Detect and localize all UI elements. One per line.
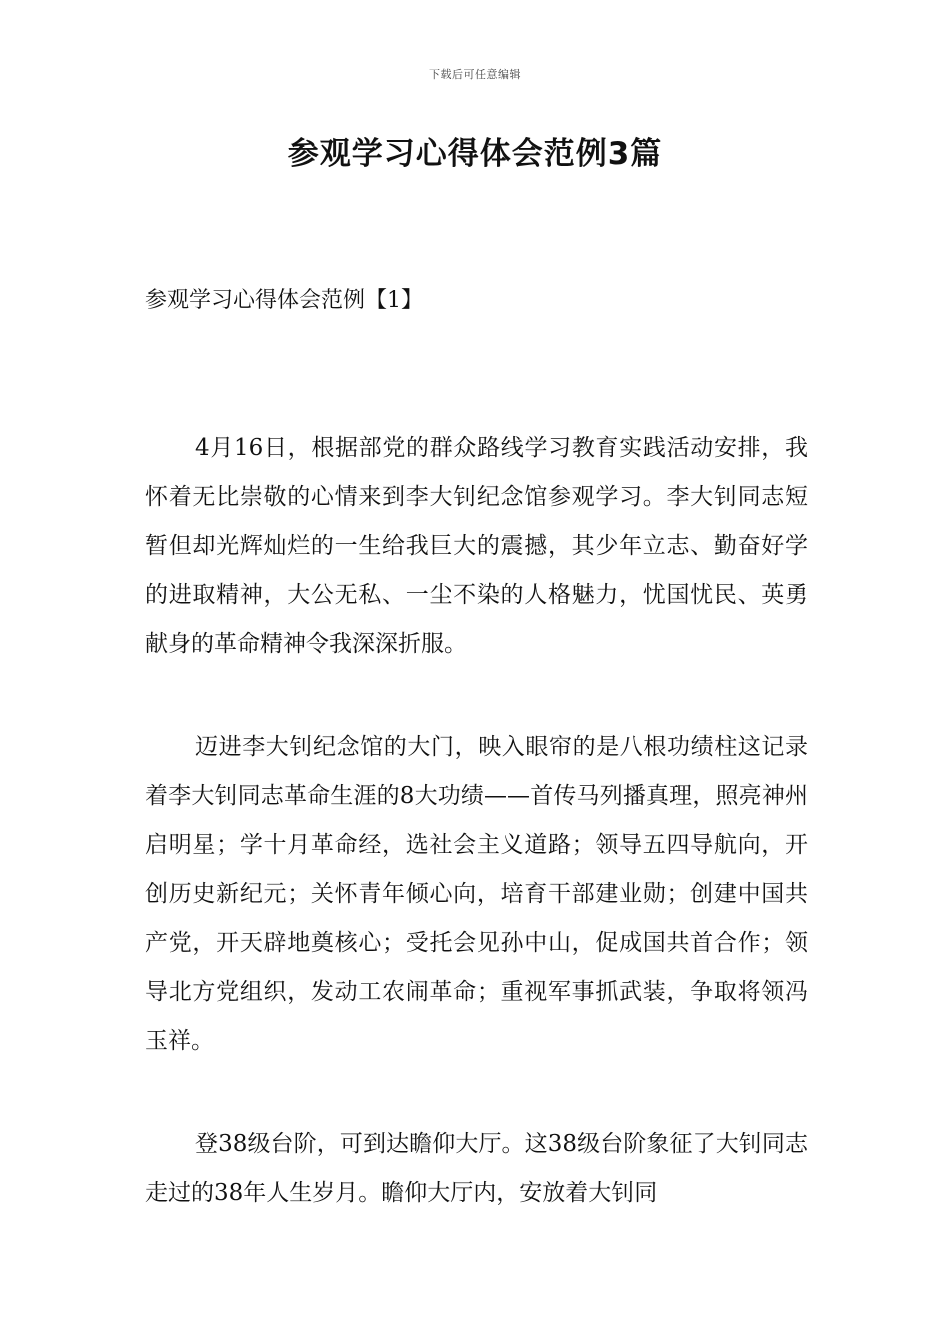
body-paragraph-2: 迈进李大钊纪念馆的大门，映入眼帘的是八根功绩柱这记录着李大钊同志革命生涯的8大功绩——首传马列播真理，照亮神州启明星；学十月革命经，选社会主义道路；领导五四导航向，开创历史新纪元；关怀青年倾心向，培育干部建业勋；创建中国共产党，开天辟地奠核心；受托会见孙中山，促成国共首合作；领导北方党组织，发动工农闹革命；重视军事抓武装，争取将领冯玉祥。 — [145, 734, 808, 1054]
body-paragraph-3: 登38级台阶，可到达瞻仰大厅。这38级台阶象征了大钊同志走过的38年人生岁月。瞻仰大厅内，安放着大钊同 — [145, 1131, 808, 1206]
body-paragraph-1: 4月16日，根据部党的群众路线学习教育实践活动安排，我怀着无比崇敬的心情来到李大钊纪念馆参观学习。李大钊同志短暂但却光辉灿烂的一生给我巨大的震撼，其少年立志、勤奋好学的进取精神，大公无私、一尘不染的人格魅力，忧国忧民、英勇献身的革命精神令我深深折服。 — [145, 435, 808, 657]
section-heading: 参观学习心得体会范例【1】 — [145, 288, 423, 313]
document-title: 参观学习心得体会范例3篇 — [287, 136, 663, 172]
header-note: 下载后可任意编辑 — [429, 68, 521, 81]
